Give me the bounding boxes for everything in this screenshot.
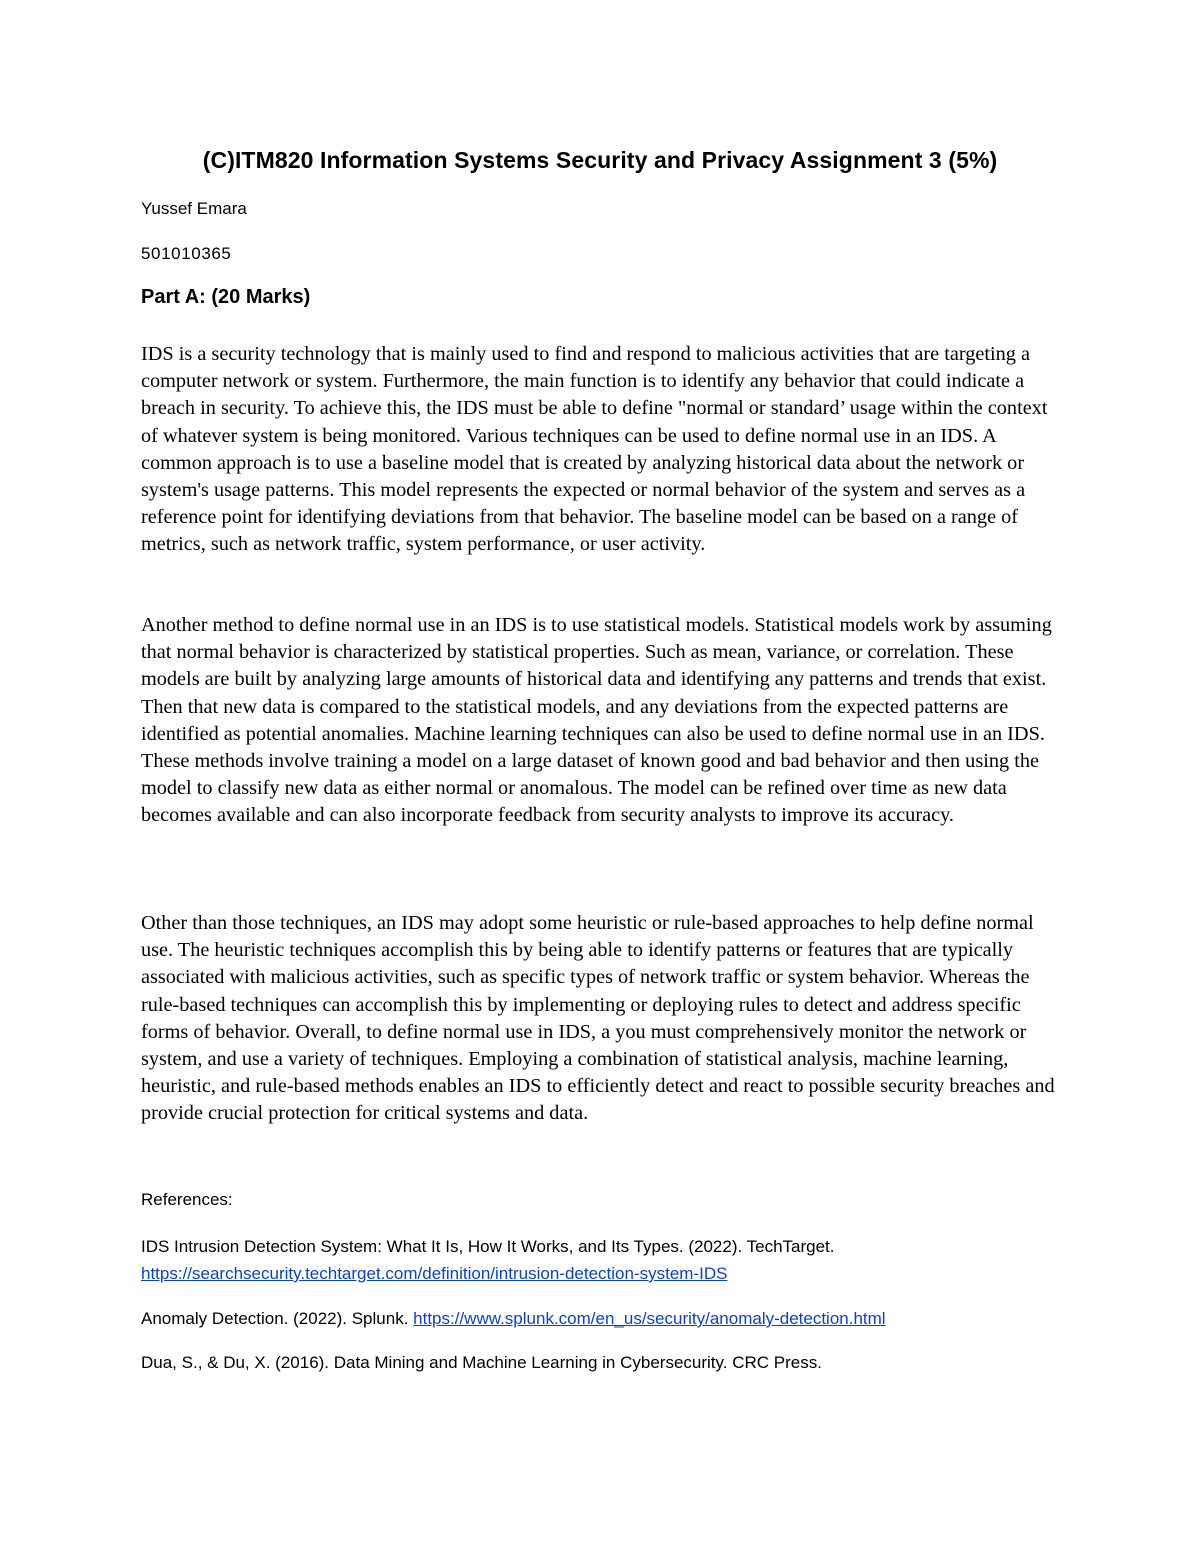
body-paragraph-2: Another method to define normal use in an IDS is to use statistical models. Statistical models work by assuming that normal behavior is characterized by statistical properties. Such as mean, variance, or correlation. These models are built by analyzing large amounts of historical data and identifying any patterns and trends that exist. Then that new data is compared to the statistical models, and any deviations from the expected patterns are identified as potential anomalies. Machine learning techniques can also be used to define normal use in an IDS. These methods involve training a model on a large dataset of known good and bad behavior and then using the model to classify new data as either normal or anomalous. The model can be refined over time as new data becomes available and can also incorporate feedback from security analysts to improve its accuracy. <box>141 614 1052 827</box>
reference-text: Dua, S., & Du, X. (2016). Data Mining and Machine Learning in Cybersecurity. CRC Press. <box>141 1353 822 1372</box>
part-heading: Part A: (20 Marks) <box>141 286 311 308</box>
reference-item-3 <box>141 1349 1071 1376</box>
reference-item-2 <box>141 1305 1071 1332</box>
reference-text: Anomaly Detection. (2022). Splunk. <box>141 1309 409 1328</box>
author-name: Yussef Emara <box>141 199 247 218</box>
body-paragraph-3: Other than those techniques, an IDS may adopt some heuristic or rule-based approaches to help define normal use. The heuristic techniques accomplish this by being able to identify patterns or features that are typically associated with malicious activities, such as specific types of network traffic or system behavior. Whereas the rule-based techniques can accomplish this by implementing or deploying rules to detect and address specific forms of behavior. Overall, to define normal use in IDS, a you must comprehensively monitor the network or system, and use a variety of techniques. Employing a combination of statistical analysis, machine learning, heuristic, and rule-based methods enables an IDS to efficiently detect and react to possible security breaches and provide crucial protection for critical systems and data. <box>141 912 1055 1125</box>
document-title: (C)ITM820 Information Systems Security and Privacy Assignment 3 (5%) <box>202 147 998 173</box>
reference-item-1 <box>141 1233 1071 1287</box>
references-heading: References: <box>141 1190 233 1209</box>
body-paragraph-1: IDS is a security technology that is mainly used to find and respond to malicious activities that are targeting a computer network or system. Furthermore, the main function is to identify any behavior that could indicate a breach in security. To achieve this, the IDS must be able to define "normal or standard’ usage within the context of whatever system is being monitored. Various techniques can be used to define normal use in an IDS. A common approach is to use a baseline model that is created by analyzing historical data about the network or system's usage patterns. This model represents the expected or normal behavior of the system and serves as a reference point for identifying deviations from that behavior. The baseline model can be based on a range of metrics, such as network traffic, system performance, or user activity. <box>141 343 1048 556</box>
reference-link[interactable]: https://www.splunk.com/en_us/security/anomaly-detection.html <box>413 1309 886 1328</box>
reference-link[interactable]: https://searchsecurity.techtarget.com/definition/intrusion-detection-system-IDS <box>141 1264 728 1283</box>
reference-text: IDS Intrusion Detection System: What It Is, How It Works, and Its Types. (2022). TechTarget. <box>141 1237 835 1256</box>
student-id: 501010365 <box>141 244 232 263</box>
